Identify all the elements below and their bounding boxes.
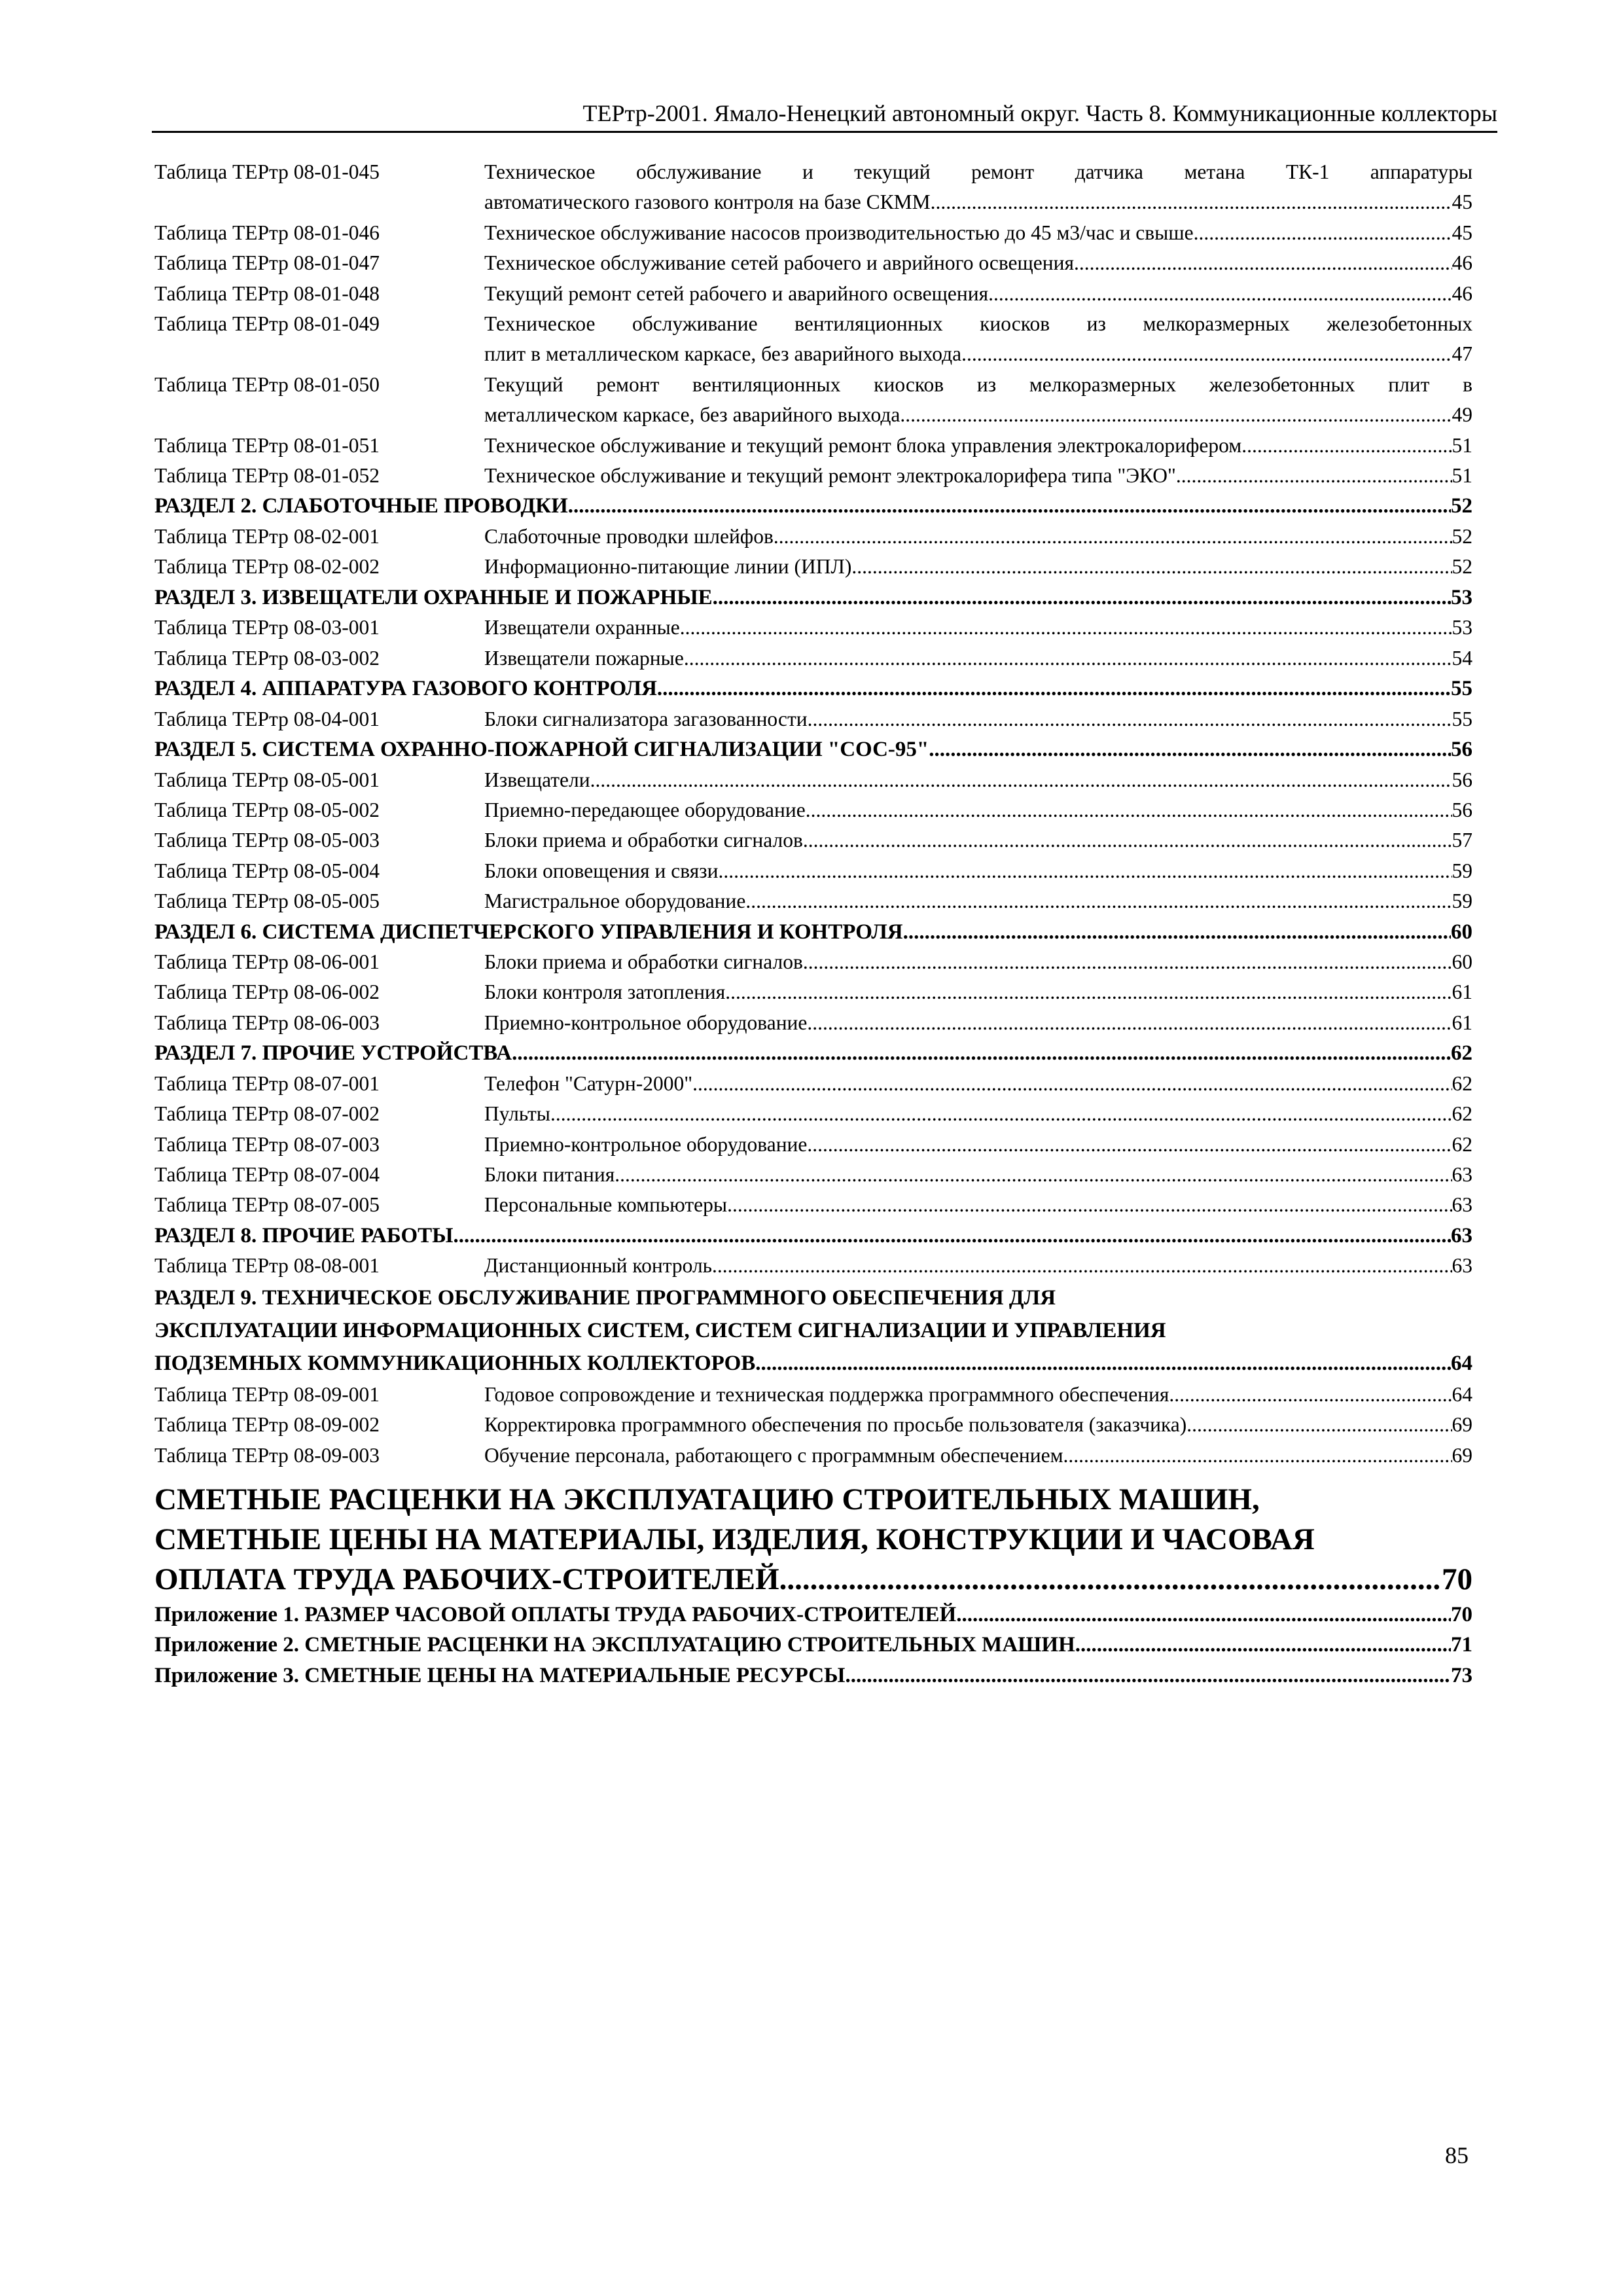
table-code: Таблица ТЕРтр 08-02-001: [154, 524, 380, 548]
toc-table-entry: [154, 431, 1472, 461]
dot-leader: [1194, 218, 1452, 248]
toc-line-text: СМЕТНЫЕ ЦЕНЫ НА МАТЕРИАЛЫ, ИЗДЕЛИЯ, КОНСТРУКЦИИ И ЧАСОВАЯ: [154, 1522, 1315, 1556]
table-code: Таблица ТЕРтр 08-05-005: [154, 889, 380, 913]
toc-line-text: Дистанционный контроль: [484, 1254, 713, 1278]
toc-line-text: РАЗДЕЛ 8. ПРОЧИЕ РАБОТЫ: [154, 1223, 454, 1247]
dot-leader: [988, 279, 1452, 309]
table-code: Таблица ТЕРтр 08-09-001: [154, 1382, 380, 1406]
toc-section-heading: [154, 673, 1472, 704]
dot-leader: [755, 1347, 1451, 1380]
toc-appendix-entry: [154, 1660, 1472, 1691]
table-code: Таблица ТЕРтр 08-09-002: [154, 1413, 380, 1437]
dot-leader: [680, 613, 1452, 643]
toc-page-number: 69: [1452, 1443, 1472, 1467]
table-title: [484, 1441, 1472, 1471]
toc-page-number: 63: [1452, 1254, 1472, 1278]
toc-line: [484, 431, 1472, 461]
toc-line-text: Техническое обслуживание насосов производительностью до 45 м3/час и свыше: [484, 221, 1194, 244]
table-code: Таблица ТЕРтр 08-03-002: [154, 646, 380, 670]
toc-line: [154, 673, 1472, 704]
toc-line: [484, 765, 1472, 795]
toc-line-text: Блоки приема и обработки сигналов: [484, 829, 803, 852]
dot-leader: [903, 917, 1451, 948]
toc-table-entry: [154, 704, 1472, 734]
toc-part-heading: [154, 1480, 1472, 1600]
table-title: [484, 643, 1472, 673]
dot-leader: [1186, 1410, 1452, 1440]
table-title: [484, 431, 1472, 461]
toc-page-number: 64: [1452, 1382, 1472, 1406]
toc-page-number: 62: [1452, 1102, 1472, 1126]
toc-page-number: 62: [1452, 1132, 1472, 1156]
toc-line: [484, 461, 1472, 491]
table-title: [484, 157, 1472, 218]
dot-leader: [727, 1190, 1452, 1220]
toc-line-text: ОПЛАТА ТРУДА РАБОЧИХ-СТРОИТЕЛЕЙ: [154, 1562, 779, 1596]
toc-line-text: Блоки оповещения и связи: [484, 859, 719, 882]
dot-leader: [808, 704, 1452, 734]
table-title: [484, 1160, 1472, 1190]
toc-line-text: Текущий ремонт вентиляционных киосков из мелкоразмерных железобетонных плит в: [484, 372, 1472, 396]
toc-page-number: 55: [1452, 707, 1472, 730]
toc-page-number: 62: [1452, 1071, 1472, 1095]
toc-line: [484, 856, 1472, 886]
table-code: Таблица ТЕРтр 08-01-048: [154, 281, 380, 305]
toc-section-heading: [154, 583, 1472, 613]
table-title: [484, 1130, 1472, 1160]
table-title: [484, 795, 1472, 825]
toc-line-text: Обучение персонала, работающего с программным обеспечением: [484, 1443, 1063, 1467]
table-code: Таблица ТЕРтр 08-05-004: [154, 859, 380, 882]
running-header: ТЕРтр-2001. Ямало-Ненецкий автономный округ. Часть 8. Коммуникационные коллекторы: [152, 97, 1497, 133]
toc-line: [484, 370, 1472, 400]
table-title: [484, 1069, 1472, 1099]
table-code: Таблица ТЕРтр 08-07-003: [154, 1132, 380, 1156]
toc-line: [484, 552, 1472, 582]
table-title: [484, 552, 1472, 582]
toc-line: [154, 917, 1472, 948]
toc-line: [484, 825, 1472, 855]
toc-page-number: 56: [1452, 768, 1472, 791]
toc-line: [484, 643, 1472, 673]
dot-leader: [779, 1560, 1442, 1600]
dot-leader: [806, 795, 1452, 825]
toc-line-text: Техническое обслуживание сетей рабочего и аврийного освещения: [484, 251, 1074, 275]
table-of-contents: [154, 157, 1472, 1691]
toc-table-entry: [154, 552, 1472, 582]
toc-page-number: 70: [1451, 1602, 1472, 1626]
toc-line: [484, 947, 1472, 977]
toc-line: [154, 1560, 1472, 1600]
table-code: Таблица ТЕРтр 08-01-047: [154, 251, 380, 275]
toc-line: [484, 522, 1472, 552]
toc-table-entry: [154, 461, 1472, 491]
toc-table-entry: [154, 157, 1472, 218]
toc-line-text: Персональные компьютеры: [484, 1193, 728, 1217]
table-code: Таблица ТЕРтр 08-08-001: [154, 1254, 380, 1278]
toc-line-text: Блоки питания: [484, 1162, 615, 1186]
toc-line-text: Информационно-питающие линии (ИПЛ): [484, 555, 852, 579]
toc-line-text: Блоки приема и обработки сигналов: [484, 950, 803, 974]
toc-table-entry: [154, 1410, 1472, 1440]
dot-leader: [1074, 248, 1452, 278]
table-code: Таблица ТЕРтр 08-05-002: [154, 798, 380, 821]
toc-table-entry: [154, 1251, 1472, 1281]
table-title: [484, 856, 1472, 886]
toc-table-entry: [154, 1099, 1472, 1129]
dot-leader: [1075, 1630, 1451, 1660]
toc-line: [484, 795, 1472, 825]
dot-leader: [615, 1160, 1452, 1190]
toc-line-text: Извещатели пожарные: [484, 646, 684, 670]
toc-table-entry: [154, 370, 1472, 431]
dot-leader: [684, 643, 1452, 673]
table-code: Таблица ТЕРтр 08-07-002: [154, 1102, 380, 1126]
toc-table-entry: [154, 1130, 1472, 1160]
dot-leader: [712, 1251, 1452, 1281]
toc-line: [484, 704, 1472, 734]
table-code: Таблица ТЕРтр 08-06-001: [154, 950, 380, 974]
table-title: [484, 886, 1472, 916]
toc-line-text: Извещатели: [484, 768, 590, 791]
toc-line: [484, 613, 1472, 643]
dot-leader: [1169, 1380, 1452, 1410]
toc-section-heading: [154, 917, 1472, 948]
toc-table-entry: [154, 1190, 1472, 1220]
toc-line-text: ПОДЗЕМНЫХ КОММУНИКАЦИОННЫХ КОЛЛЕКТОРОВ: [154, 1351, 756, 1375]
toc-line-text: Текущий ремонт сетей рабочего и аварийного освещения: [484, 281, 989, 305]
toc-line-text: Приемно-контрольное оборудование: [484, 1132, 808, 1156]
toc-page-number: 64: [1451, 1351, 1472, 1375]
toc-page-number: 62: [1451, 1041, 1472, 1066]
table-code: Таблица ТЕРтр 08-07-001: [154, 1071, 380, 1095]
table-title: [484, 765, 1472, 795]
dot-leader: [900, 400, 1452, 430]
toc-page-number: 71: [1451, 1633, 1472, 1657]
table-code: Таблица ТЕРтр 08-01-050: [154, 372, 380, 396]
toc-line-text: Корректировка программного обеспечения по просьбе пользователя (заказчика): [484, 1413, 1187, 1437]
toc-page-number: 52: [1452, 524, 1472, 548]
dot-leader: [512, 1038, 1451, 1069]
table-code: Таблица ТЕРтр 08-04-001: [154, 707, 380, 730]
toc-line: [484, 157, 1472, 187]
toc-page-number: 51: [1452, 433, 1472, 457]
toc-page-number: 49: [1452, 403, 1472, 427]
toc-page-number: 47: [1452, 342, 1472, 366]
toc-page-number: 45: [1452, 221, 1472, 244]
toc-page-number: 56: [1452, 798, 1472, 821]
table-code: Таблица ТЕРтр 08-06-003: [154, 1011, 380, 1034]
table-code: Таблица ТЕРтр 08-01-046: [154, 221, 380, 244]
table-code: Таблица ТЕРтр 08-03-001: [154, 616, 380, 639]
toc-line-text: РАЗДЕЛ 9. ТЕХНИЧЕСКОЕ ОБСЛУЖИВАНИЕ ПРОГРАММНОГО ОБЕСПЕЧЕНИЯ ДЛЯ: [154, 1285, 1056, 1310]
toc-page-number: 59: [1452, 889, 1472, 913]
toc-line-text: Техническое обслуживание и текущий ремонт датчика метана ТК-1 аппаратуры: [484, 160, 1472, 183]
toc-table-entry: [154, 977, 1472, 1007]
toc-page-number: 60: [1451, 920, 1472, 944]
toc-line: [484, 1441, 1472, 1471]
toc-line: [484, 279, 1472, 309]
dot-leader: [550, 1099, 1452, 1129]
toc-line: [484, 1251, 1472, 1281]
dot-leader: [718, 856, 1452, 886]
dot-leader: [774, 522, 1452, 552]
toc-table-entry: [154, 248, 1472, 278]
toc-line-text: Приложение 1. РАЗМЕР ЧАСОВОЙ ОПЛАТЫ ТРУДА РАБОЧИХ-СТРОИТЕЛЕЙ: [154, 1602, 957, 1626]
toc-page-number: 63: [1451, 1223, 1472, 1247]
table-code: Таблица ТЕРтр 08-02-002: [154, 555, 380, 579]
table-code: Таблица ТЕРтр 08-01-045: [154, 160, 380, 183]
dot-leader: [956, 1600, 1451, 1630]
toc-line: [484, 977, 1472, 1007]
toc-line: [484, 187, 1472, 217]
toc-page-number: 51: [1452, 464, 1472, 488]
dot-leader: [657, 673, 1451, 704]
table-title: [484, 1190, 1472, 1220]
toc-table-entry: [154, 1160, 1472, 1190]
toc-line-text: Блоки сигнализатора загазованности: [484, 707, 808, 730]
table-title: [484, 977, 1472, 1007]
toc-line: [154, 1038, 1472, 1069]
toc-line: [484, 309, 1472, 339]
toc-line-text: СМЕТНЫЕ РАСЦЕНКИ НА ЭКСПЛУАТАЦИЮ СТРОИТЕЛЬНЫХ МАШИН,: [154, 1482, 1260, 1516]
table-title: [484, 309, 1472, 370]
toc-line-text: РАЗДЕЛ 6. СИСТЕМА ДИСПЕТЧЕРСКОГО УПРАВЛЕНИЯ И КОНТРОЛЯ: [154, 920, 903, 944]
toc-page-number: 63: [1452, 1193, 1472, 1217]
dot-leader: [1241, 431, 1452, 461]
toc-line-text: РАЗДЕЛ 7. ПРОЧИЕ УСТРОЙСТВА: [154, 1041, 512, 1066]
dot-leader: [807, 1008, 1452, 1038]
toc-table-entry: [154, 279, 1472, 309]
toc-table-entry: [154, 218, 1472, 248]
toc-line: [154, 1660, 1472, 1691]
dot-leader: [851, 552, 1452, 582]
toc-line: [154, 1630, 1472, 1660]
toc-line: [154, 1347, 1472, 1380]
toc-table-entry: [154, 825, 1472, 855]
dot-leader: [931, 187, 1452, 217]
toc-line: [484, 1380, 1472, 1410]
toc-line: [154, 1282, 1472, 1314]
toc-line-text: плит в металлическом каркасе, без аварийного выхода: [484, 342, 962, 366]
table-title: [484, 825, 1472, 855]
toc-table-entry: [154, 522, 1472, 552]
dot-leader: [745, 886, 1452, 916]
table-code: Таблица ТЕРтр 08-07-005: [154, 1193, 380, 1217]
toc-line: [154, 1520, 1472, 1560]
table-title: [484, 1008, 1472, 1038]
toc-page-number: 63: [1452, 1162, 1472, 1186]
toc-line: [154, 1480, 1472, 1520]
dot-leader: [1176, 461, 1452, 491]
toc-line: [484, 1130, 1472, 1160]
table-code: Таблица ТЕРтр 08-01-049: [154, 312, 380, 336]
table-code: Таблица ТЕРтр 08-01-051: [154, 433, 380, 457]
dot-leader: [1063, 1441, 1452, 1471]
toc-page-number: 57: [1452, 829, 1472, 852]
toc-line-text: РАЗДЕЛ 4. АППАРАТУРА ГАЗОВОГО КОНТРОЛЯ: [154, 677, 657, 701]
toc-line-text: Техническое обслуживание и текущий ремонт блока управления электрокалорифером: [484, 433, 1242, 457]
toc-line: [484, 1410, 1472, 1440]
toc-line-text: металлическом каркасе, без аварийного выхода: [484, 403, 901, 427]
toc-appendix-entry: [154, 1630, 1472, 1660]
toc-line: [154, 1221, 1472, 1251]
toc-page-number: 52: [1451, 494, 1472, 518]
toc-table-entry: [154, 856, 1472, 886]
table-code: Таблица ТЕРтр 08-05-003: [154, 829, 380, 852]
toc-line-text: Приемно-передающее оборудование: [484, 798, 806, 821]
toc-page-number: 61: [1452, 1011, 1472, 1034]
table-code: Таблица ТЕРтр 08-07-004: [154, 1162, 380, 1186]
toc-page-number: 70: [1442, 1562, 1472, 1596]
toc-line-text: Годовое сопровождение и техническая поддержка программного обеспечения: [484, 1382, 1169, 1406]
toc-page-number: 59: [1452, 859, 1472, 882]
toc-line: [484, 248, 1472, 278]
toc-page-number: 61: [1452, 980, 1472, 1004]
table-title: [484, 522, 1472, 552]
toc-line: [484, 339, 1472, 369]
toc-line-text: Телефон "Сатурн-2000": [484, 1071, 693, 1095]
toc-section-heading: [154, 1221, 1472, 1251]
toc-page-number: 73: [1451, 1663, 1472, 1687]
toc-line: [154, 491, 1472, 522]
toc-line-text: Приложение 3. СМЕТНЫЕ ЦЕНЫ НА МАТЕРИАЛЬНЫЕ РЕСУРСЫ: [154, 1663, 846, 1687]
toc-table-entry: [154, 613, 1472, 643]
toc-page-number: 53: [1452, 616, 1472, 639]
toc-page-number: 55: [1451, 677, 1472, 701]
page-number: 85: [1445, 2142, 1469, 2168]
toc-line-text: Пульты: [484, 1102, 550, 1126]
toc-line-text: Извещатели охранные: [484, 616, 680, 639]
table-code: Таблица ТЕРтр 08-06-002: [154, 980, 380, 1004]
toc-line-text: Приемно-контрольное оборудование: [484, 1011, 808, 1034]
toc-line-text: РАЗДЕЛ 5. СИСТЕМА ОХРАННО-ПОЖАРНОЙ СИГНАЛИЗАЦИИ "СОС-95": [154, 738, 929, 761]
toc-line: [154, 1314, 1472, 1347]
toc-line-text: ЭКСПЛУАТАЦИИ ИНФОРМАЦИОННЫХ СИСТЕМ, СИСТЕМ СИГНАЛИЗАЦИИ И УПРАВЛЕНИЯ: [154, 1318, 1166, 1342]
toc-table-entry: [154, 309, 1472, 370]
table-title: [484, 461, 1472, 491]
toc-page-number: 52: [1452, 555, 1472, 579]
toc-line: [484, 1099, 1472, 1129]
toc-table-entry: [154, 947, 1472, 977]
toc-line: [484, 218, 1472, 248]
toc-page-number: 60: [1452, 950, 1472, 974]
table-title: [484, 370, 1472, 431]
toc-line-text: РАЗДЕЛ 2. СЛАБОТОЧНЫЕ ПРОВОДКИ: [154, 494, 568, 518]
toc-table-entry: [154, 886, 1472, 916]
dot-leader: [803, 825, 1452, 855]
toc-page-number: 46: [1452, 281, 1472, 305]
toc-table-entry: [154, 765, 1472, 795]
dot-leader: [568, 491, 1451, 522]
toc-line-text: Слаботочные проводки шлейфов: [484, 524, 774, 548]
toc-line-text: Техническое обслуживание вентиляционных киосков из мелкоразмерных железобетонных: [484, 312, 1472, 336]
dot-leader: [961, 339, 1452, 369]
toc-line: [154, 583, 1472, 613]
dot-leader: [454, 1221, 1451, 1251]
toc-table-entry: [154, 1441, 1472, 1471]
dot-leader: [590, 765, 1452, 795]
table-title: [484, 613, 1472, 643]
table-title: [484, 218, 1472, 248]
toc-appendix-entry: [154, 1600, 1472, 1630]
dot-leader: [807, 1130, 1452, 1160]
toc-line: [484, 1069, 1472, 1099]
toc-section-heading: [154, 491, 1472, 522]
toc-line-text: автоматического газового контроля на базе СКММ: [484, 190, 931, 214]
toc-line: [154, 734, 1472, 765]
toc-section-heading: [154, 1038, 1472, 1069]
toc-line: [484, 1008, 1472, 1038]
dot-leader: [713, 583, 1451, 613]
table-title: [484, 1410, 1472, 1440]
table-code: Таблица ТЕРтр 08-01-052: [154, 464, 380, 488]
toc-page-number: 69: [1452, 1413, 1472, 1437]
toc-section-heading: [154, 1282, 1472, 1380]
toc-line-text: РАЗДЕЛ 3. ИЗВЕЩАТЕЛИ ОХРАННЫЕ И ПОЖАРНЫЕ: [154, 585, 713, 609]
toc-line-text: Магистральное оборудование: [484, 889, 746, 913]
toc-line-text: Техническое обслуживание и текущий ремонт электрокалорифера типа "ЭКО": [484, 464, 1176, 488]
dot-leader: [692, 1069, 1452, 1099]
toc-table-entry: [154, 1008, 1472, 1038]
toc-line-text: Приложение 2. СМЕТНЫЕ РАСЦЕНКИ НА ЭКСПЛУАТАЦИЮ СТРОИТЕЛЬНЫХ МАШИН: [154, 1633, 1075, 1657]
table-title: [484, 248, 1472, 278]
table-title: [484, 704, 1472, 734]
toc-table-entry: [154, 1069, 1472, 1099]
table-code: Таблица ТЕРтр 08-05-001: [154, 768, 380, 791]
toc-line: [484, 886, 1472, 916]
toc-page-number: 45: [1452, 190, 1472, 214]
toc-line-text: Блоки контроля затопления: [484, 980, 726, 1004]
toc-section-heading: [154, 734, 1472, 765]
table-title: [484, 1380, 1472, 1410]
toc-table-entry: [154, 1380, 1472, 1410]
table-title: [484, 947, 1472, 977]
dot-leader: [929, 734, 1451, 765]
table-title: [484, 1251, 1472, 1281]
dot-leader: [803, 947, 1452, 977]
toc-page-number: 54: [1452, 646, 1472, 670]
toc-table-entry: [154, 795, 1472, 825]
table-code: Таблица ТЕРтр 08-09-003: [154, 1443, 380, 1467]
toc-line: [484, 1160, 1472, 1190]
toc-line: [484, 1190, 1472, 1220]
toc-page-number: 56: [1451, 738, 1472, 761]
toc-table-entry: [154, 643, 1472, 673]
table-title: [484, 279, 1472, 309]
dot-leader: [725, 977, 1452, 1007]
toc-line: [484, 400, 1472, 430]
toc-line: [154, 1600, 1472, 1630]
table-title: [484, 1099, 1472, 1129]
toc-page-number: 46: [1452, 251, 1472, 275]
toc-page-number: 53: [1451, 585, 1472, 609]
dot-leader: [845, 1660, 1451, 1691]
